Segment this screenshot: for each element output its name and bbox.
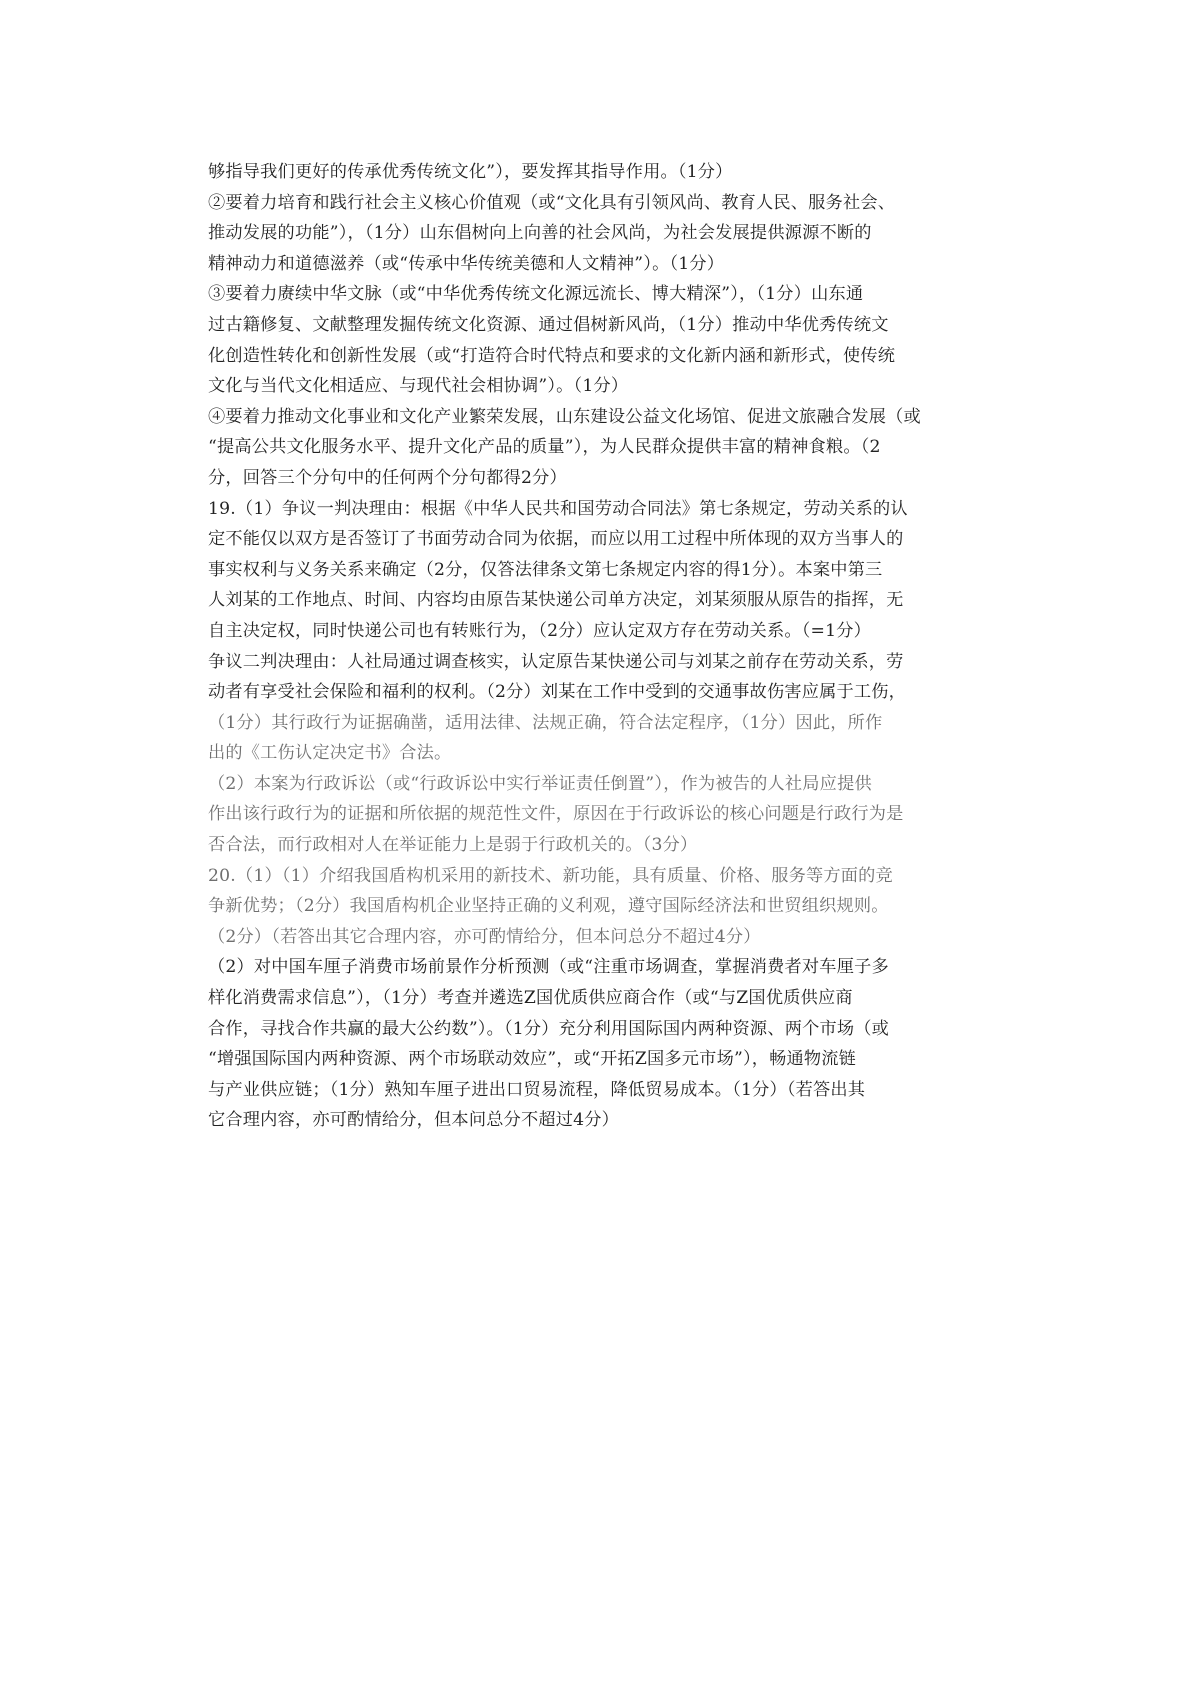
text-line: 否合法，而行政相对人在举证能力上是弱于行政机关的。（3分） xyxy=(208,835,698,856)
text-line: 争新优势；（2分）我国盾构机企业坚持正确的义利观，遵守国际经济法和世贸组织规则。 xyxy=(208,896,889,917)
text-line: 争议二判决理由：人社局通过调查核实，认定原告某快递公司与刘某之前存在劳动关系，劳 xyxy=(208,651,904,672)
question-19-line: 19.（1）争议一判决理由：根据《中华人民共和国劳动合同法》第七条规定，劳动关系的认 xyxy=(208,498,908,519)
text-line: “提高公共文化服务水平、提升文化产品的质量”），为人民群众提供丰富的精神食粮。（2 xyxy=(208,437,881,458)
text-line: （1分）其行政行为证据确凿，适用法律、法规正确，符合法定程序，（1分）因此，所作 xyxy=(208,712,883,733)
text-line: 事实权利与义务关系来确定（2分，仅答法律条文第七条规定内容的得1分）。本案中第三 xyxy=(208,559,883,580)
text-line: 文化与当代文化相适应、与现代社会相协调”）。（1分） xyxy=(208,376,629,397)
text-line: （2）本案为行政诉讼（或“行政诉讼中实行举证责任倒置”），作为被告的人社局应提供 xyxy=(208,773,872,794)
text-line: 合作，寻找合作共赢的最大公约数”）。（1分）充分利用国际国内两种资源、两个市场（或 xyxy=(208,1018,890,1039)
text-line: 出的《工伤认定决定书》合法。 xyxy=(208,743,452,764)
text-line: 样化消费需求信息”），（1分）考查并遴选Z国优质供应商合作（或“与Z国优质供应商 xyxy=(208,988,853,1009)
text-line: ②要着力培育和践行社会主义核心价值观（或“文化具有引领风尚、教育人民、服务社会、 xyxy=(208,192,896,213)
question-20-line: 20.（1）（1）介绍我国盾构机采用的新技术、新功能，具有质量、价格、服务等方面的竞 xyxy=(208,865,893,886)
text-line: 与产业供应链；（1分）熟知车厘子进出口贸易流程，降低贸易成本。（1分）（若答出其 xyxy=(208,1079,866,1100)
text-line: 自主决定权，同时快递公司也有转账行为，（2分）应认定双方存在劳动关系。（=1分） xyxy=(208,620,872,641)
text-line: （2分）（若答出其它合理内容，亦可酌情给分，但本问总分不超过4分） xyxy=(208,926,761,947)
text-line: 过古籍修复、文献整理发掘传统文化资源、通过倡树新风尚，（1分）推动中华优秀传统文 xyxy=(208,314,889,335)
text-line: （2）对中国车厘子消费市场前景作分析预测（或“注重市场调查，掌握消费者对车厘子多 xyxy=(208,957,889,978)
answer-text-block xyxy=(208,157,998,1136)
text-line: “增强国际国内两种资源、两个市场联动效应”，或“开拓Z国多元市场”），畅通物流链 xyxy=(208,1049,857,1070)
text-line: 人刘某的工作地点、时间、内容均由原告某快递公司单方决定，刘某须服从原告的指挥，无 xyxy=(208,590,904,611)
text-line: 化创造性转化和创新性发展（或“打造符合时代特点和要求的文化新内涵和新形式，使传统 xyxy=(208,345,896,366)
text-line: 推动发展的功能”），（1分）山东倡树向上向善的社会风尚，为社会发展提供源源不断的 xyxy=(208,223,872,244)
text-line: ③要着力赓续中华文脉（或“中华优秀传统文化源远流长、博大精深”），（1分）山东通 xyxy=(208,284,864,305)
text-line: 分，回答三个分句中的任何两个分句都得2分） xyxy=(208,467,567,488)
text-line: 定不能仅以双方是否签订了书面劳动合同为依据，而应以用工过程中所体现的双方当事人的 xyxy=(208,529,904,550)
text-line: 动者有享受社会保险和福利的权利。（2分）刘某在工作中受到的交通事故伤害应属于工伤， xyxy=(208,682,907,703)
text-line: 作出该行政行为的证据和所依据的规范性文件，原因在于行政诉讼的核心问题是行政行为是 xyxy=(208,804,904,825)
text-line: 它合理内容，亦可酌情给分，但本问总分不超过4分） xyxy=(208,1110,620,1131)
text-line: ④要着力推动文化事业和文化产业繁荣发展，山东建设公益文化场馆、促进文旅融合发展（或 xyxy=(208,406,921,427)
text-line: 够指导我们更好的传承优秀传统文化”），要发挥其指导作用。（1分） xyxy=(208,162,733,182)
text-line: 精神动力和道德滋养（或“传承中华传统美德和人文精神”）。（1分） xyxy=(208,253,725,274)
